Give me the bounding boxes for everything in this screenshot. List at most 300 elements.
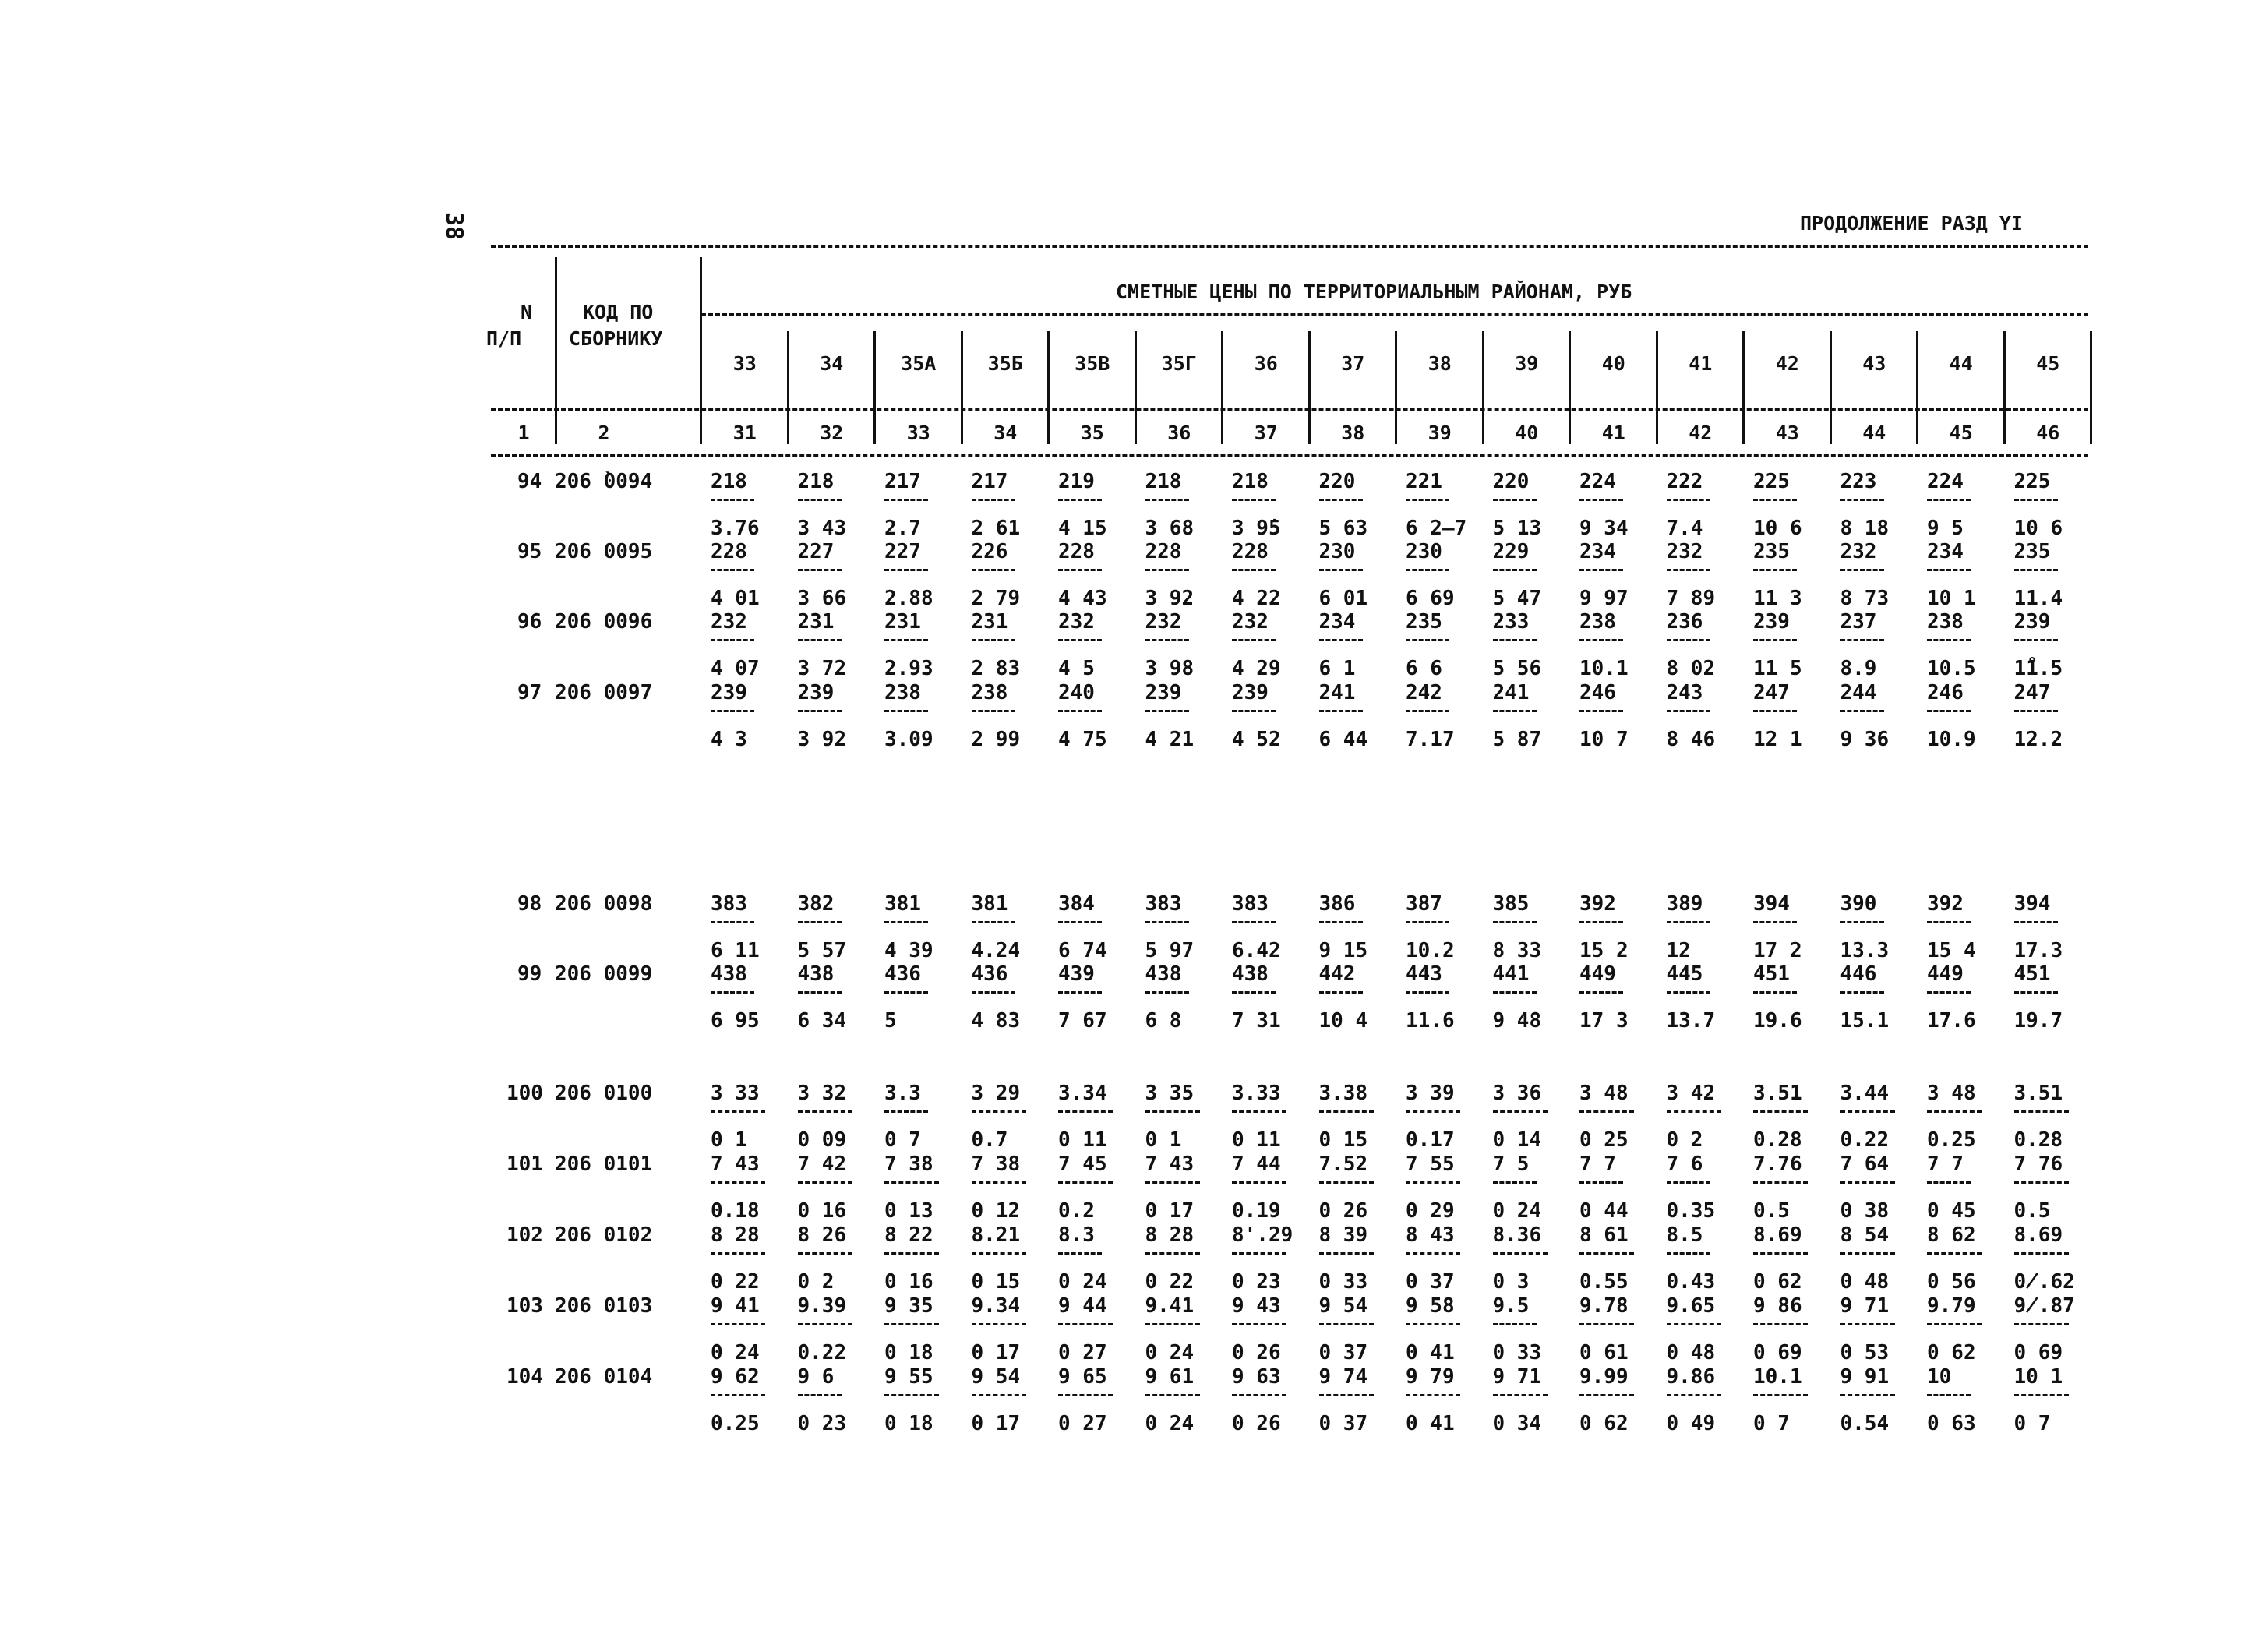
price-upper: 439 bbox=[1058, 962, 1095, 986]
fraction-bar bbox=[1840, 1110, 1895, 1113]
column-separator bbox=[873, 421, 876, 444]
price-lower: 0 24 bbox=[1058, 1270, 1107, 1294]
price-upper: 227 bbox=[797, 540, 835, 563]
price-upper: 230 bbox=[1318, 540, 1356, 563]
district-header: 34 bbox=[820, 352, 844, 375]
column-separator bbox=[961, 331, 963, 421]
price-upper: 394 bbox=[2013, 892, 2051, 916]
column-number: 45 bbox=[1949, 422, 1973, 444]
header-bottom-rule bbox=[491, 454, 2088, 457]
fraction-bar bbox=[1058, 991, 1102, 994]
fraction-bar bbox=[1058, 921, 1102, 923]
price-upper: 445 bbox=[1666, 962, 1703, 986]
price-lower: 10 6 bbox=[1753, 517, 1802, 540]
price-upper: 228 bbox=[1145, 540, 1182, 563]
price-upper: 8 26 bbox=[797, 1223, 847, 1247]
fraction-bar bbox=[1840, 569, 1884, 571]
column-separator bbox=[1395, 331, 1397, 421]
row-number: 97 bbox=[517, 681, 542, 704]
price-lower: 0.28 bbox=[1753, 1128, 1802, 1152]
district-header: 33 bbox=[732, 352, 757, 375]
price-lower: 5 57 bbox=[797, 939, 847, 962]
fraction-bar bbox=[1753, 991, 1797, 994]
price-lower: 0 17 bbox=[971, 1412, 1021, 1435]
district-header: 43 bbox=[1862, 352, 1886, 375]
price-lower: 0 37 bbox=[1318, 1341, 1368, 1364]
price-upper: 217 bbox=[971, 470, 1008, 493]
price-upper: 382 bbox=[797, 892, 835, 916]
column-separator bbox=[1047, 331, 1050, 421]
fraction-bar bbox=[798, 1394, 842, 1396]
fraction-bar bbox=[1058, 1110, 1113, 1113]
fraction-bar bbox=[1840, 710, 1884, 712]
price-lower: 4 83 bbox=[971, 1009, 1021, 1032]
price-upper: 9 86 bbox=[1753, 1294, 1802, 1318]
price-upper: 438 bbox=[1145, 962, 1182, 986]
fraction-bar bbox=[798, 710, 842, 712]
price-lower: 0 22 bbox=[711, 1270, 760, 1294]
price-lower: 0.25 bbox=[711, 1412, 760, 1435]
price-upper: 8.69 bbox=[1753, 1223, 1802, 1247]
price-lower: 6 69 bbox=[1406, 587, 1455, 610]
price-lower: 0 62 bbox=[1927, 1341, 1976, 1364]
price-lower: 11.4 bbox=[2013, 587, 2063, 610]
price-upper: 7 43 bbox=[1145, 1153, 1195, 1176]
fraction-bar bbox=[1493, 710, 1537, 712]
fraction-bar bbox=[711, 1394, 765, 1396]
fraction-bar bbox=[884, 1181, 939, 1184]
column-separator bbox=[700, 331, 702, 421]
price-upper: 239 bbox=[797, 681, 835, 704]
price-upper: 247 bbox=[2013, 681, 2051, 704]
price-upper: 3.34 bbox=[1058, 1082, 1107, 1105]
price-upper: 386 bbox=[1318, 892, 1356, 916]
price-upper: 10.1 bbox=[1753, 1365, 1802, 1389]
fraction-bar bbox=[1667, 1252, 1710, 1255]
price-upper: 9 91 bbox=[1840, 1365, 1890, 1389]
column-separator bbox=[1830, 331, 1832, 421]
price-lower: 17.6 bbox=[1927, 1009, 1976, 1032]
fraction-bar bbox=[972, 921, 1015, 923]
row-number: 98 bbox=[517, 892, 542, 916]
fraction-bar bbox=[798, 1181, 852, 1184]
price-lower: 7 31 bbox=[1232, 1009, 1281, 1032]
fraction-bar bbox=[1579, 1323, 1634, 1325]
price-lower: 0 24 bbox=[1492, 1199, 1542, 1223]
price-lower: 4 01 bbox=[711, 587, 760, 610]
price-upper: 7 42 bbox=[797, 1153, 847, 1176]
fraction-bar bbox=[1667, 1181, 1710, 1184]
fraction-bar bbox=[1145, 1394, 1200, 1396]
price-upper: 3 36 bbox=[1492, 1082, 1542, 1105]
price-upper: 8.36 bbox=[1492, 1223, 1542, 1247]
fraction-bar bbox=[1319, 569, 1363, 571]
fraction-bar bbox=[2014, 499, 2058, 501]
price-upper: 7 45 bbox=[1058, 1153, 1107, 1176]
fraction-bar bbox=[1493, 639, 1537, 641]
fraction-bar bbox=[1579, 499, 1623, 501]
fraction-bar bbox=[1840, 921, 1884, 923]
price-lower: 3 92 bbox=[797, 728, 847, 751]
price-lower: 7 89 bbox=[1666, 587, 1716, 610]
fraction-bar bbox=[972, 991, 1015, 994]
fraction-bar bbox=[711, 991, 754, 994]
price-upper: 3 48 bbox=[1927, 1082, 1976, 1105]
column-separator bbox=[1742, 421, 1745, 444]
fraction-bar bbox=[884, 1323, 939, 1325]
price-lower: 0 69 bbox=[2013, 1341, 2063, 1364]
price-upper: 451 bbox=[1753, 962, 1790, 986]
fraction-bar bbox=[798, 1323, 852, 1325]
fraction-bar bbox=[1406, 710, 1449, 712]
fraction-bar bbox=[1927, 1323, 1982, 1325]
price-lower: 5 97 bbox=[1145, 939, 1195, 962]
price-lower: 0 26 bbox=[1318, 1199, 1368, 1223]
price-lower: 6 34 bbox=[797, 1009, 847, 1032]
price-lower: 4 43 bbox=[1058, 587, 1107, 610]
price-upper: 9 65 bbox=[1058, 1365, 1107, 1389]
column-number: 31 bbox=[732, 422, 757, 444]
price-lower: 0 18 bbox=[884, 1412, 933, 1435]
price-lower: 0 33 bbox=[1492, 1341, 1542, 1364]
fraction-bar bbox=[1145, 639, 1189, 641]
price-lower: 11 5 bbox=[1753, 657, 1802, 680]
price-upper: 9 58 bbox=[1406, 1294, 1455, 1318]
price-upper: 222 bbox=[1666, 470, 1703, 493]
price-lower: 0.19 bbox=[1232, 1199, 1281, 1223]
price-upper: 438 bbox=[797, 962, 835, 986]
price-upper: 232 bbox=[1232, 610, 1269, 634]
price-lower: 0 37 bbox=[1406, 1270, 1455, 1294]
price-lower: 4 15 bbox=[1058, 517, 1107, 540]
fraction-bar bbox=[2014, 991, 2058, 994]
price-upper: 232 bbox=[1058, 610, 1095, 634]
column-separator bbox=[1308, 331, 1311, 421]
fraction-bar bbox=[1145, 569, 1189, 571]
price-upper: 238 bbox=[884, 681, 921, 704]
price-lower: 4 29 bbox=[1232, 657, 1281, 680]
fraction-bar bbox=[1319, 499, 1363, 501]
fraction-bar bbox=[1753, 1323, 1808, 1325]
fraction-bar bbox=[1493, 1181, 1537, 1184]
fraction-bar bbox=[2014, 1394, 2069, 1396]
price-upper: 383 bbox=[711, 892, 747, 916]
fraction-bar bbox=[1319, 1323, 1374, 1325]
price-lower: 0 7 bbox=[1753, 1412, 1790, 1435]
fraction-bar bbox=[1058, 1181, 1113, 1184]
fraction-bar bbox=[1319, 1181, 1374, 1184]
price-lower: 0 17 bbox=[971, 1341, 1021, 1364]
column-number: 1 bbox=[517, 422, 530, 444]
price-lower: 0 1 bbox=[1145, 1128, 1182, 1152]
fraction-bar bbox=[972, 499, 1015, 501]
price-upper: 220 bbox=[1492, 470, 1530, 493]
price-upper: 225 bbox=[1753, 470, 1790, 493]
fraction-bar bbox=[1145, 1323, 1200, 1325]
price-upper: 449 bbox=[1927, 962, 1964, 986]
fraction-bar bbox=[2014, 569, 2058, 571]
price-lower: 0.43 bbox=[1666, 1270, 1716, 1294]
price-upper: 7 5 bbox=[1492, 1153, 1530, 1176]
price-lower: 9 34 bbox=[1579, 517, 1629, 540]
price-lower: 6 1 bbox=[1318, 657, 1356, 680]
fraction-bar bbox=[1753, 1181, 1808, 1184]
fraction-bar bbox=[972, 1181, 1026, 1184]
column-separator bbox=[1395, 421, 1397, 444]
price-lower: 0 23 bbox=[797, 1412, 847, 1435]
price-lower: 7.17 bbox=[1406, 728, 1455, 751]
fraction-bar bbox=[1232, 499, 1276, 501]
price-lower: 0 26 bbox=[1232, 1341, 1281, 1364]
price-lower: 2 61 bbox=[971, 517, 1021, 540]
column-number: 36 bbox=[1167, 422, 1191, 444]
price-lower: 8 73 bbox=[1840, 587, 1890, 610]
fraction-bar bbox=[1232, 639, 1276, 641]
fraction-bar bbox=[884, 1110, 928, 1113]
fraction-bar bbox=[1058, 1252, 1102, 1255]
price-lower: 4 3 bbox=[711, 728, 747, 751]
fraction-bar bbox=[884, 1394, 939, 1396]
price-upper: 9 71 bbox=[1840, 1294, 1890, 1318]
row-number: 102 bbox=[506, 1223, 543, 1247]
price-upper: 9 79 bbox=[1406, 1365, 1455, 1389]
price-lower: 3.76 bbox=[711, 517, 760, 540]
price-lower: 6 6 bbox=[1406, 657, 1442, 680]
row-code: 206 0100 bbox=[555, 1082, 653, 1105]
fraction-bar bbox=[1406, 639, 1449, 641]
price-upper: 7 6 bbox=[1666, 1153, 1703, 1176]
price-upper: 384 bbox=[1058, 892, 1095, 916]
price-upper: 235 bbox=[2013, 540, 2051, 563]
price-upper: 9 35 bbox=[884, 1294, 933, 1318]
price-lower: 10.5 bbox=[1927, 657, 1976, 680]
price-lower: 3 98 bbox=[1145, 657, 1195, 680]
price-lower: 2 99 bbox=[971, 728, 1021, 751]
price-lower: 7 67 bbox=[1058, 1009, 1107, 1032]
fraction-bar bbox=[1493, 1323, 1537, 1325]
fraction-bar bbox=[2014, 710, 2058, 712]
fraction-bar bbox=[1406, 1252, 1460, 1255]
price-lower: 10 1 bbox=[1927, 587, 1976, 610]
row-code: 206 0099 bbox=[555, 962, 653, 986]
price-lower: 0 7 bbox=[884, 1128, 921, 1152]
fraction-bar bbox=[1319, 1110, 1374, 1113]
price-lower: 9 97 bbox=[1579, 587, 1629, 610]
column-separator bbox=[1830, 421, 1832, 444]
fraction-bar bbox=[1145, 499, 1189, 501]
district-header: 38 bbox=[1428, 352, 1452, 375]
price-upper: 389 bbox=[1666, 892, 1703, 916]
price-upper: 436 bbox=[971, 962, 1008, 986]
price-lower: 6 11 bbox=[711, 939, 760, 962]
row-number: 94 bbox=[517, 470, 542, 493]
fraction-bar bbox=[798, 569, 842, 571]
price-lower: 0.22 bbox=[797, 1341, 847, 1364]
district-header: 44 bbox=[1949, 352, 1973, 375]
fraction-bar bbox=[1927, 921, 1971, 923]
fraction-bar bbox=[1232, 1323, 1286, 1325]
column-number: 44 bbox=[1862, 422, 1886, 444]
price-upper: 438 bbox=[711, 962, 747, 986]
price-lower: 0 16 bbox=[797, 1199, 847, 1223]
price-lower: 0 24 bbox=[1145, 1412, 1195, 1435]
price-upper: 234 bbox=[1318, 610, 1356, 634]
fraction-bar bbox=[1232, 1181, 1286, 1184]
price-upper: 8 43 bbox=[1406, 1223, 1455, 1247]
price-upper: 241 bbox=[1318, 681, 1356, 704]
row-number: 104 bbox=[506, 1365, 543, 1389]
price-upper: 218 bbox=[1232, 470, 1269, 493]
price-lower: 11 3 bbox=[1753, 587, 1802, 610]
page-number: 38 bbox=[440, 212, 468, 241]
price-upper: 244 bbox=[1840, 681, 1877, 704]
price-upper: 232 bbox=[1840, 540, 1877, 563]
price-lower: 15 2 bbox=[1579, 939, 1629, 962]
price-lower: 0.17 bbox=[1406, 1128, 1455, 1152]
fraction-bar bbox=[1927, 639, 1971, 641]
price-lower: 17 3 bbox=[1579, 1009, 1629, 1032]
price-upper: 246 bbox=[1579, 681, 1616, 704]
price-lower: 2.93 bbox=[884, 657, 933, 680]
group-title-rule bbox=[701, 313, 2088, 316]
price-upper: 9 44 bbox=[1058, 1294, 1107, 1318]
price-upper: 234 bbox=[1579, 540, 1616, 563]
price-lower: 0 7 bbox=[2013, 1412, 2051, 1435]
price-upper: 9.41 bbox=[1145, 1294, 1195, 1318]
price-upper: 228 bbox=[1058, 540, 1095, 563]
price-upper: 217 bbox=[884, 470, 921, 493]
price-upper: 392 bbox=[1927, 892, 1964, 916]
price-upper: 449 bbox=[1579, 962, 1616, 986]
price-upper: 238 bbox=[1927, 610, 1964, 634]
fraction-bar bbox=[1406, 1110, 1460, 1113]
price-lower: 4 75 bbox=[1058, 728, 1107, 751]
price-lower: 4 21 bbox=[1145, 728, 1195, 751]
price-upper: 219 bbox=[1058, 470, 1095, 493]
fraction-bar bbox=[1840, 499, 1884, 501]
price-upper: 239 bbox=[2013, 610, 2051, 634]
price-upper: 392 bbox=[1579, 892, 1616, 916]
column-separator bbox=[2003, 421, 2006, 444]
price-lower: 19.6 bbox=[1753, 1009, 1802, 1032]
fraction-bar bbox=[711, 1110, 765, 1113]
price-lower: 2 79 bbox=[971, 587, 1021, 610]
price-upper: 9 43 bbox=[1232, 1294, 1281, 1318]
column-number: 39 bbox=[1428, 422, 1452, 444]
price-upper: 3.51 bbox=[1753, 1082, 1802, 1105]
price-lower: 5 47 bbox=[1492, 587, 1542, 610]
price-lower: 0 61 bbox=[1579, 1341, 1629, 1364]
price-upper: 3 33 bbox=[711, 1082, 760, 1105]
price-lower: 0 48 bbox=[1666, 1341, 1716, 1364]
fraction-bar bbox=[1927, 499, 1971, 501]
price-upper: 9 71 bbox=[1492, 1365, 1542, 1389]
price-upper: 9.86 bbox=[1666, 1365, 1716, 1389]
price-lower: 12.2 bbox=[2013, 728, 2063, 751]
fraction-bar bbox=[1232, 921, 1276, 923]
price-upper: 229 bbox=[1492, 540, 1530, 563]
price-lower: 15.1 bbox=[1840, 1009, 1890, 1032]
price-lower: 2.88 bbox=[884, 587, 933, 610]
price-upper: 8 22 bbox=[884, 1223, 933, 1247]
price-upper: 3 35 bbox=[1145, 1082, 1195, 1105]
fraction-bar bbox=[1493, 1110, 1548, 1113]
column-separator bbox=[1482, 421, 1484, 444]
row-number: 103 bbox=[506, 1294, 543, 1318]
price-upper: 239 bbox=[1145, 681, 1182, 704]
district-header: 37 bbox=[1341, 352, 1365, 375]
price-lower: 0.2 bbox=[1058, 1199, 1095, 1223]
fraction-bar bbox=[2014, 1323, 2069, 1325]
price-lower: 19.7 bbox=[2013, 1009, 2063, 1032]
price-lower: 0 33 bbox=[1318, 1270, 1368, 1294]
fraction-bar bbox=[1145, 1110, 1200, 1113]
fraction-bar bbox=[798, 1252, 852, 1255]
price-upper: 7 7 bbox=[1927, 1153, 1964, 1176]
fraction-bar bbox=[1667, 1323, 1721, 1325]
price-upper: 7 76 bbox=[2013, 1153, 2063, 1176]
price-upper: 9 62 bbox=[711, 1365, 760, 1389]
price-upper: 241 bbox=[1492, 681, 1530, 704]
price-upper: 234 bbox=[1927, 540, 1964, 563]
fraction-bar bbox=[1058, 1323, 1113, 1325]
price-lower: 12 1 bbox=[1753, 728, 1802, 751]
fraction-bar bbox=[972, 1323, 1026, 1325]
price-lower: 9 15 bbox=[1318, 939, 1368, 962]
price-lower: 6 95 bbox=[711, 1009, 760, 1032]
price-upper: 9.99 bbox=[1579, 1365, 1629, 1389]
fraction-bar bbox=[1579, 1181, 1623, 1184]
fraction-bar bbox=[1319, 1394, 1374, 1396]
price-upper: 9.39 bbox=[797, 1294, 847, 1318]
fraction-bar bbox=[1145, 921, 1189, 923]
fraction-bar bbox=[1406, 1181, 1460, 1184]
fraction-bar bbox=[1579, 639, 1623, 641]
price-upper: 7.52 bbox=[1318, 1153, 1368, 1176]
price-upper: 232 bbox=[711, 610, 747, 634]
price-upper: 240 bbox=[1058, 681, 1095, 704]
row-number: 95 bbox=[517, 540, 542, 563]
fraction-bar bbox=[2014, 1181, 2069, 1184]
price-upper: 7 55 bbox=[1406, 1153, 1455, 1176]
price-lower: 0 11 bbox=[1058, 1128, 1107, 1152]
price-lower: 0.35 bbox=[1666, 1199, 1716, 1223]
price-upper: 383 bbox=[1232, 892, 1269, 916]
fraction-bar bbox=[1493, 499, 1537, 501]
price-lower: 6 2̶7 bbox=[1406, 517, 1467, 540]
price-upper: 3.33 bbox=[1232, 1082, 1281, 1105]
price-lower: 4.24 bbox=[971, 939, 1021, 962]
column-number: 2 bbox=[598, 422, 610, 444]
fraction-bar bbox=[1667, 991, 1710, 994]
price-upper: 7 38 bbox=[971, 1153, 1021, 1176]
header-code-1: КОД ПО bbox=[583, 301, 654, 323]
fraction-bar bbox=[972, 710, 1015, 712]
price-upper: 8.5 bbox=[1666, 1223, 1703, 1247]
price-upper: 7 43 bbox=[711, 1153, 760, 1176]
price-upper: 9.34 bbox=[971, 1294, 1021, 1318]
price-upper: 224 bbox=[1579, 470, 1616, 493]
price-upper: 385 bbox=[1492, 892, 1530, 916]
price-lower: 0 11 bbox=[1232, 1128, 1281, 1152]
price-lower: 13.3 bbox=[1840, 939, 1890, 962]
price-lower: 0 18 bbox=[884, 1341, 933, 1364]
price-upper: 9 61 bbox=[1145, 1365, 1195, 1389]
fraction-bar bbox=[1319, 710, 1363, 712]
row-code: 206 0098 bbox=[555, 892, 653, 916]
fraction-bar bbox=[1753, 569, 1797, 571]
price-upper: 228 bbox=[1232, 540, 1269, 563]
